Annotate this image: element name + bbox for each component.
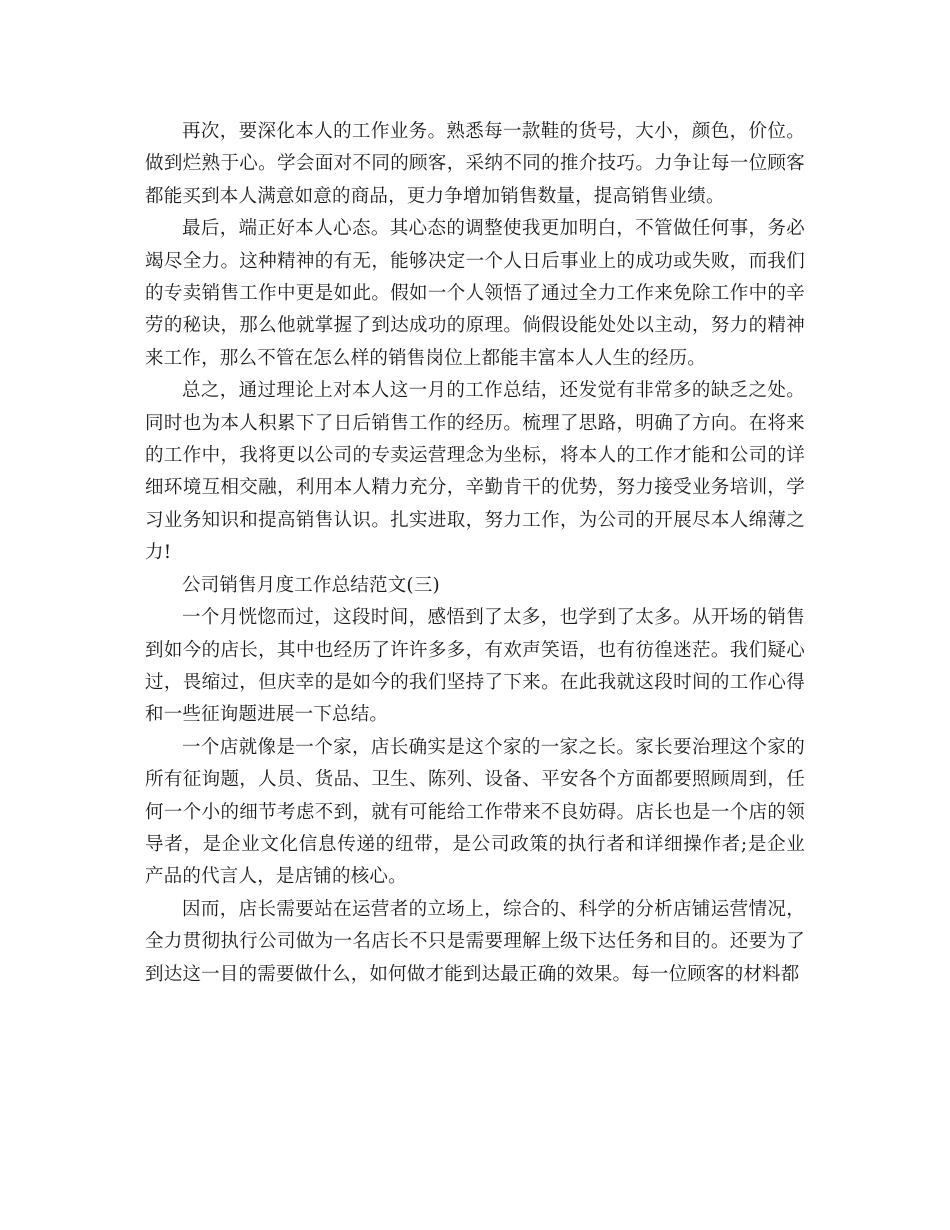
paragraph-5: 一个店就像是一个家，店长确实是这个家的一家之长。家长要治理这个家的所有征询题，人员、货品、卫生、陈列、设备、平安各个方面都要照顾周到，任何一个小的细节考虑不到，就有可能给工作带来不良妨碍。店长也是一个店的领导者，是企业文化信息传递的纽带，是公司政策的执行者和详细操作者;是企业产品的代言人，是店铺的核心。 <box>145 736 805 888</box>
section-heading: 公司销售月度工作总结范文(三) <box>182 574 440 596</box>
document-body <box>145 116 805 991</box>
paragraph-4: 一个月恍惚而过，这段时间，感悟到了太多，也学到了太多。从开场的销售到如今的店长，其中也经历了许许多多，有欢声笑语，也有彷徨迷茫。我们疑心过，畏缩过，但庆幸的是如今的我们坚持了下来。在此我就这段时间的工作心得和一些征询题进展一下总结。 <box>145 607 805 726</box>
paragraph-3: 总之，通过理论上对本人这一月的工作总结，还发觉有非常多的缺乏之处。同时也为本人积累下了日后销售工作的经历。梳理了思路，明确了方向。在将来的工作中，我将更以公司的专卖运营理念为坐标，将本人的工作才能和公司的详细环境互相交融，利用本人精力充分，辛勤肯干的优势，努力接受业务培训，学习业务知识和提高销售认识。扎实进取，努力工作，为公司的开展尽本人绵薄之力! <box>145 380 805 564</box>
paragraph-1: 再次，要深化本人的工作业务。熟悉每一款鞋的货号，大小，颜色，价位。做到烂熟于心。学会面对不同的顾客，采纳不同的推介技巧。力争让每一位顾客都能买到本人满意如意的商品，更力争增加销售数量，提高销售业绩。 <box>145 121 805 207</box>
paragraph-2: 最后，端正好本人心态。其心态的调整使我更加明白，不管做任何事，务必竭尽全力。这种精神的有无，能够决定一个人日后事业上的成功或失败，而我们的专卖销售工作中更是如此。假如一个人领悟了通过全力工作来免除工作中的辛劳的秘诀，那么他就掌握了到达成功的原理。倘假设能处处以主动，努力的精神来工作，那么不管在怎么样的销售岗位上都能丰富本人人生的经历。 <box>145 218 805 369</box>
paragraph-6: 因而，店长需要站在运营者的立场上，综合的、科学的分析店铺运营情况，全力贯彻执行公司做为一名店长不只是需要理解上级下达任务和目的。还要为了到达这一目的需要做什么，如何做才能到达最正确的效果。每一位顾客的材料都 <box>145 898 805 985</box>
